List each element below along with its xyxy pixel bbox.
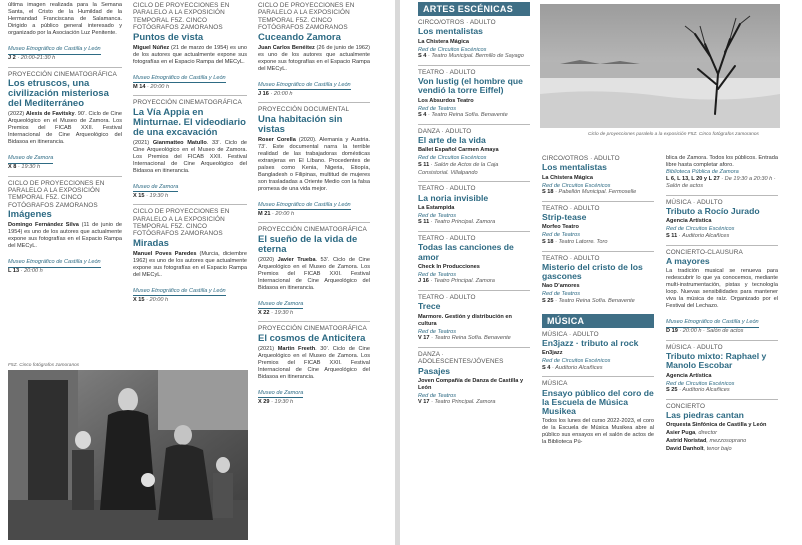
event-category: CICLO DE PROYECCIONES EN PARALELO A LA EXPOSICIÓN TEMPORAL F5Z. CINCO FOTÓGRAFOS ZAMORANOS [258, 2, 355, 32]
performer: David Danholt, tenor bajo [666, 445, 732, 452]
event-company: Los Absurdos Teatro [418, 97, 474, 104]
event-body: Domingo Fernández Silva (11 de junio de 1954) es uno de los autores que actualmente expone sus fotografías en el Espacio Rampa del MECyL. [8, 222, 122, 250]
right-page [400, 0, 802, 545]
event-date: L 6, L 13, L 20 y L 27 · De 19:30 a 20:30 h · Salón de actos [666, 175, 776, 190]
divider [418, 65, 530, 66]
event-date: D 19 · 20:00 h · Salón de actos [666, 328, 744, 335]
event-company: Agencia Artística [666, 218, 712, 225]
event-venue[interactable]: Museo de Zamora [258, 301, 303, 310]
event-company: Check In Producciones [418, 263, 480, 270]
divider [542, 251, 654, 252]
divider [666, 245, 778, 246]
event-category: CICLO DE PROYECCIONES EN PARALELO A LA EXPOSICIÓN TEMPORAL F5Z. CINCO FOTÓGRAFOS ZAMORANOS [8, 179, 105, 209]
event-title[interactable]: Puntos de vista [133, 31, 204, 43]
event-mentalistas-1 [418, 19, 530, 61]
event-habitacion [258, 106, 370, 218]
event-title[interactable]: Miradas [133, 237, 169, 249]
divider [8, 176, 122, 177]
lead-date: J 2 · 20:00-21:30 h [8, 55, 56, 61]
event-body: (2021) Martin Freeth. 30’. Ciclo de Cine Arqueológico en el Museo de Zamora. Los Premios del FICAB XXII. Festival Internacional de Cine Arqueológico del Bidasoa en itinerancia. [258, 345, 370, 380]
event-title[interactable]: El arte de la vida [418, 135, 486, 146]
event-category: TEATRO · ADULTO [542, 204, 600, 212]
divider [258, 321, 370, 322]
event-venue[interactable]: Museo Etnográfico de Castilla y León [258, 202, 351, 211]
left-col-2 [133, 2, 247, 342]
event-venue[interactable]: Biblioteca Pública de Zamora [666, 169, 739, 175]
event-venue[interactable]: Red de Circuitos Escénicos [542, 358, 611, 365]
event-category: TEATRO · ADULTO [418, 68, 476, 76]
event-puntos [133, 2, 247, 91]
event-category: DANZA · ADOLESCENTES/JÓVENES [418, 350, 504, 366]
photo-caption: F5Z. Cinco fotógrafos zamoranos [8, 363, 80, 368]
divider [666, 340, 778, 341]
event-body: (2021) Gianmatteo Matullo. 33’. Ciclo de Cine Arqueológico en el Museo de Zamora. Los Premios del FICAB XXII. Festival Internacional de Cine Arqueológico del Bidasoa en itinerancia. [133, 139, 247, 174]
event-company: En3jazz [542, 350, 563, 357]
event-date: S 18 · Pabellón Municipal. Fermoselle [542, 189, 637, 196]
event-body: La tradición musical se renueva para redescubrir lo que ya conocemos, mediante multi-instrumentación, pistas y tecnología loop. Nuevas sensibilidades para mantener viva la música de raíz. Organizado por el Festival del Lechazo. [666, 268, 778, 310]
divider [666, 399, 778, 400]
event-category: MÚSICA [542, 380, 568, 388]
event-body: Roser Corella (2020). Alemania y Austria. 73’. Este documental narra la terrible realidad de las trabajadoras domésticas extranjeras en El Líbano. Procedentes de países como Kenia, Nigeria, Etiopía, Bangladesh o Filipinas, multitud de mujeres son trasladadas a Oriente Medio con la falsa promesa de una vida mejor. [258, 136, 370, 192]
event-date: X 15 · 19:30 h [133, 192, 169, 199]
event-title[interactable]: Strip-tease [542, 212, 587, 223]
event-title[interactable]: Las piedras cantan [666, 410, 744, 421]
event-category: MÚSICA · ADULTO [666, 343, 723, 351]
event-title[interactable]: Von lustig (el hombre que vendió la torre Eiffel) [418, 76, 523, 96]
right-col-2 [542, 155, 654, 545]
event-date: V 17 · Teatro Principal. Zamora [418, 399, 496, 406]
event-date: S 11 · Salón de Actos de la Caja Consistorial. Villalpando [418, 162, 499, 176]
event-venue[interactable]: Museo de Zamora [258, 390, 303, 399]
event-appia [133, 99, 247, 200]
divider [418, 347, 530, 348]
event-date: M 14 · 20:00 h [133, 83, 170, 90]
lead-event [8, 2, 122, 63]
event-company: La Chistera Mágica [542, 174, 593, 181]
landscape-photo-image [540, 4, 780, 128]
event-ensayo [542, 380, 654, 446]
event-title[interactable]: Una habitación sin vistas [258, 113, 343, 135]
section-header-musica: MÚSICA [542, 314, 654, 328]
divider [418, 231, 530, 232]
event-venue[interactable]: Red de Teatros [418, 105, 457, 112]
event-rocio [666, 199, 778, 241]
event-company: Orquesta Sinfónica de Castilla y León [666, 422, 767, 429]
lead-venue[interactable]: Museo Etnográfico de Castilla y León [8, 46, 101, 55]
event-venue[interactable]: Museo de Zamora [133, 184, 178, 193]
event-body: (2022) Alexis de Favitsky. 90’. Ciclo de Cine Arqueológico en el Museo de Zamora. Los Premios del FICAB XXII. Festival Internacional de Cine Arqueológico del Bidasoa en itinerancia. [8, 111, 122, 145]
event-body: Juan Carlos Benéitez (26 de junio de 1962) es uno de los autores que actualmente expone sus fotografías en el Espacio Rampa del MECyL. [258, 44, 370, 72]
right-col-1 [418, 2, 530, 545]
event-company: Morfeo Teatro [542, 224, 579, 231]
event-company: La Chistera Mágica [418, 38, 469, 45]
event-sueno [258, 226, 370, 317]
event-category: CICLO DE PROYECCIONES EN PARALELO A LA EXPOSICIÓN TEMPORAL F5Z. CINCO FOTÓGRAFOS ZAMORANOS [133, 2, 230, 32]
left-page [0, 0, 395, 545]
event-category: PROYECCIÓN CINEMATOGRÁFICA [133, 99, 242, 107]
event-venue[interactable]: Red de Circuitos Escénicos [542, 182, 611, 189]
event-title[interactable]: La Vía Appia en Minturnae. El videodiario de una excavación [133, 106, 246, 138]
event-category: PROYECCIÓN CINEMATOGRÁFICA [258, 325, 367, 333]
event-company: Marmore. Gestión y distribución en cultura [418, 313, 512, 327]
right-col-3 [666, 155, 778, 545]
event-miradas [133, 208, 247, 304]
divider [542, 201, 654, 202]
event-title[interactable]: Ensayo público del coro de la Escuela de Música Musikea [542, 387, 654, 417]
lead-body: última imagen realizada para la Semana Santa, el Cristo de la Humildad de la Hermandad Franciscana de Salamanca. Dirigido a público general interesado y organizado por la Asociación Luz Penitente. [8, 2, 122, 36]
event-cuceando [258, 2, 370, 98]
event-venue[interactable]: Museo Etnográfico de Castilla y León [258, 82, 351, 91]
event-venue[interactable]: Red de Circuitos Escénicos [418, 46, 487, 53]
event-category: DANZA · ADULTO [418, 127, 472, 135]
event-imagenes [8, 180, 122, 276]
event-category: CICLO DE PROYECCIONES EN PARALELO A LA EXPOSICIÓN TEMPORAL F5Z. CINCO FOTÓGRAFOS ZAMORANOS [133, 208, 230, 238]
family-photo-image [8, 370, 248, 540]
event-category: PROYECCIÓN DOCUMENTAL [258, 106, 350, 114]
event-venue[interactable]: Museo Etnográfico de Castilla y León [133, 75, 226, 84]
event-title[interactable]: Los mentalistas [418, 26, 483, 37]
event-company: Agencia Artística [666, 372, 712, 379]
event-venue[interactable]: Red de Teatros [542, 232, 581, 239]
event-mayores [666, 249, 778, 336]
event-venue[interactable]: Red de Circuitos Escénicos [666, 226, 735, 233]
divider [542, 376, 654, 377]
event-title[interactable]: La noria invisible [418, 192, 489, 203]
event-date: X 29 · 19:30 h [258, 398, 294, 405]
event-venue[interactable]: Red de Circuitos Escénicos [666, 380, 735, 387]
event-title[interactable]: Trece [418, 301, 441, 312]
event-mixto [666, 344, 778, 395]
performer: Astrid Noristad, mezzosoprano [666, 437, 747, 444]
event-date: S 18 · Teatro Latorre. Toro [542, 239, 608, 245]
event-category: CONCIERTO-CLAUSURA [666, 248, 743, 256]
event-category: PROYECCIÓN CINEMATOGRÁFICA [8, 70, 117, 78]
event-category: CONCIERTO [666, 402, 706, 410]
event-body: (2020) Javier Trueba. 53’. Ciclo de Cine Arqueológico en el Museo de Zamora. Los Premios del FICAB XXII. Festival Internacional de Cine Arqueológico del Bidasoa en itinerancia. [258, 256, 370, 291]
event-date: S 11 · Auditorio Alcañices [666, 232, 730, 239]
event-date: S 25 · Teatro Reina Sofía. Benavente [542, 298, 635, 304]
event-venue[interactable]: Red de Teatros [418, 328, 457, 335]
event-noria [418, 185, 530, 227]
event-title[interactable]: Pasajes [418, 365, 451, 376]
event-title[interactable]: El sueño de la vida de eterna [258, 233, 358, 255]
event-date: X 8 · 19:30 h [8, 164, 41, 170]
event-body: Miguel Núñez (21 de marzo de 1954) es uno de los autores que actualmente expone sus fotografías en el Espacio Rampa del MECyL. [133, 44, 247, 65]
divider [133, 95, 247, 96]
event-misterio [542, 255, 654, 306]
event-venue[interactable]: Red de Teatros [418, 271, 457, 278]
divider [418, 124, 530, 125]
event-en3jazz [542, 331, 654, 373]
divider [666, 195, 778, 196]
event-category: PROYECCIÓN CINEMATOGRÁFICA [258, 226, 367, 234]
event-strip [542, 205, 654, 247]
event-category: TEATRO · ADULTO [418, 234, 476, 242]
event-category: CIRCO/OTROS · ADULTO [542, 155, 620, 162]
event-category: TEATRO · ADULTO [418, 293, 476, 301]
event-company: Joven Compañía de Danza de Castilla y León [418, 377, 524, 391]
event-date: L 13 · 20:00 h [8, 268, 43, 275]
event-body: blica de Zamora. Todos los públicos. Entrada libre hasta completar aforo. [666, 155, 778, 168]
event-title[interactable]: En3jazz · tributo al rock [542, 338, 639, 348]
event-date: S 25 · Auditorio Alcañices [666, 387, 730, 394]
event-mentalistas-2 [542, 155, 654, 197]
divider [8, 67, 122, 68]
event-venue[interactable]: Museo Etnográfico de Castilla y León [8, 259, 101, 268]
event-arte [418, 128, 530, 177]
event-venue[interactable]: Red de Teatros [418, 392, 457, 399]
event-title[interactable]: Los etruscos, una civilización misteriosa del Mediterráneo [8, 78, 109, 109]
event-company: Ballet Español Carmen Amaya [418, 147, 499, 154]
event-biblio [666, 155, 778, 191]
event-title[interactable]: Misterio del cristo de los gascones [542, 262, 643, 282]
event-venue[interactable]: Museo Etnográfico de Castilla y León [666, 319, 759, 328]
event-title[interactable]: El cosmos de Anticitera [258, 332, 366, 344]
event-body: Manuel Poves Paredes (Murcia, diciembre 1962) es uno de los autores que actualmente expone sus fotografías en el Espacio Rampa del MECyL. [133, 250, 247, 278]
event-date: S 4 · Teatro Reina Sofía. Benavente [418, 112, 508, 119]
left-col-3 [258, 2, 370, 545]
performer: Asier Puga, director [666, 430, 717, 437]
event-venue[interactable]: Red de Circuitos Escénicos [418, 155, 487, 162]
event-title[interactable]: Tributo a Rocío Jurado [666, 206, 760, 217]
event-company: La Estampida [418, 204, 455, 211]
event-title[interactable]: Los mentalistas [542, 162, 607, 173]
divider [418, 181, 530, 182]
event-title[interactable]: A mayores [666, 255, 710, 266]
event-body: Todos los lunes del curso 2022-2023, el coro de la Escuela de Música Musikea abre al público sus ensayos en el salón de actos de la Biblioteca Pú- [542, 418, 654, 446]
event-piedras [666, 403, 778, 453]
event-date: S 11 · Teatro Principal. Zamora [418, 219, 496, 226]
event-pasajes [418, 351, 530, 407]
event-category: MÚSICA · ADULTO [542, 330, 599, 338]
section-header-artes: ARTES ESCÉNICAS [418, 2, 530, 16]
event-canciones [418, 235, 530, 286]
event-category: TEATRO · ADULTO [542, 254, 600, 262]
event-date: V 17 · Teatro Reina Sofía. Benavente [418, 335, 511, 342]
event-venue[interactable]: Museo de Zamora [8, 155, 53, 164]
family-photo [8, 370, 248, 540]
event-category: CIRCO/OTROS · ADULTO [418, 19, 496, 26]
event-title[interactable]: Imágenes [8, 209, 52, 221]
event-vonlustig [418, 69, 530, 120]
landscape-caption: Ciclo de proyecciones paralelo a la exposición F5Z. Cinco fotógrafos zamoranos [588, 132, 759, 137]
event-date: J 16 · 20:00 h [258, 90, 293, 97]
event-anticitera [258, 325, 370, 406]
event-title[interactable]: Todas las canciones de amor [418, 242, 514, 262]
divider [258, 102, 370, 103]
event-category: MÚSICA · ADULTO [666, 198, 723, 206]
event-company: Nao D’amores [542, 283, 580, 290]
event-venue[interactable]: Museo Etnográfico de Castilla y León [133, 288, 226, 297]
divider [133, 204, 247, 205]
event-date: X 22 · 19:30 h [258, 309, 294, 316]
event-date: S 4 · Teatro Municipal. Bermillo de Sayago [418, 53, 524, 60]
event-venue[interactable]: Red de Teatros [542, 291, 581, 298]
landscape-photo [540, 4, 780, 128]
event-etruscos [8, 71, 122, 172]
event-title[interactable]: Tributo mixto: Raphael y Manolo Escobar [666, 351, 767, 371]
event-date: S 4 · Auditorio Alcañices [542, 364, 603, 371]
divider [258, 222, 370, 223]
event-venue[interactable]: Red de Teatros [418, 212, 457, 219]
divider [418, 290, 530, 291]
event-date: J 16 · Teatro Principal. Zamora [418, 278, 495, 285]
event-category: TEATRO · ADULTO [418, 185, 476, 193]
event-date: X 15 · 20:00 h [133, 296, 169, 303]
event-trece [418, 294, 530, 343]
left-col-1 [8, 2, 122, 342]
event-title[interactable]: Cuceando Zamora [258, 31, 341, 43]
event-date: M 21 · 20:00 h [258, 210, 295, 217]
